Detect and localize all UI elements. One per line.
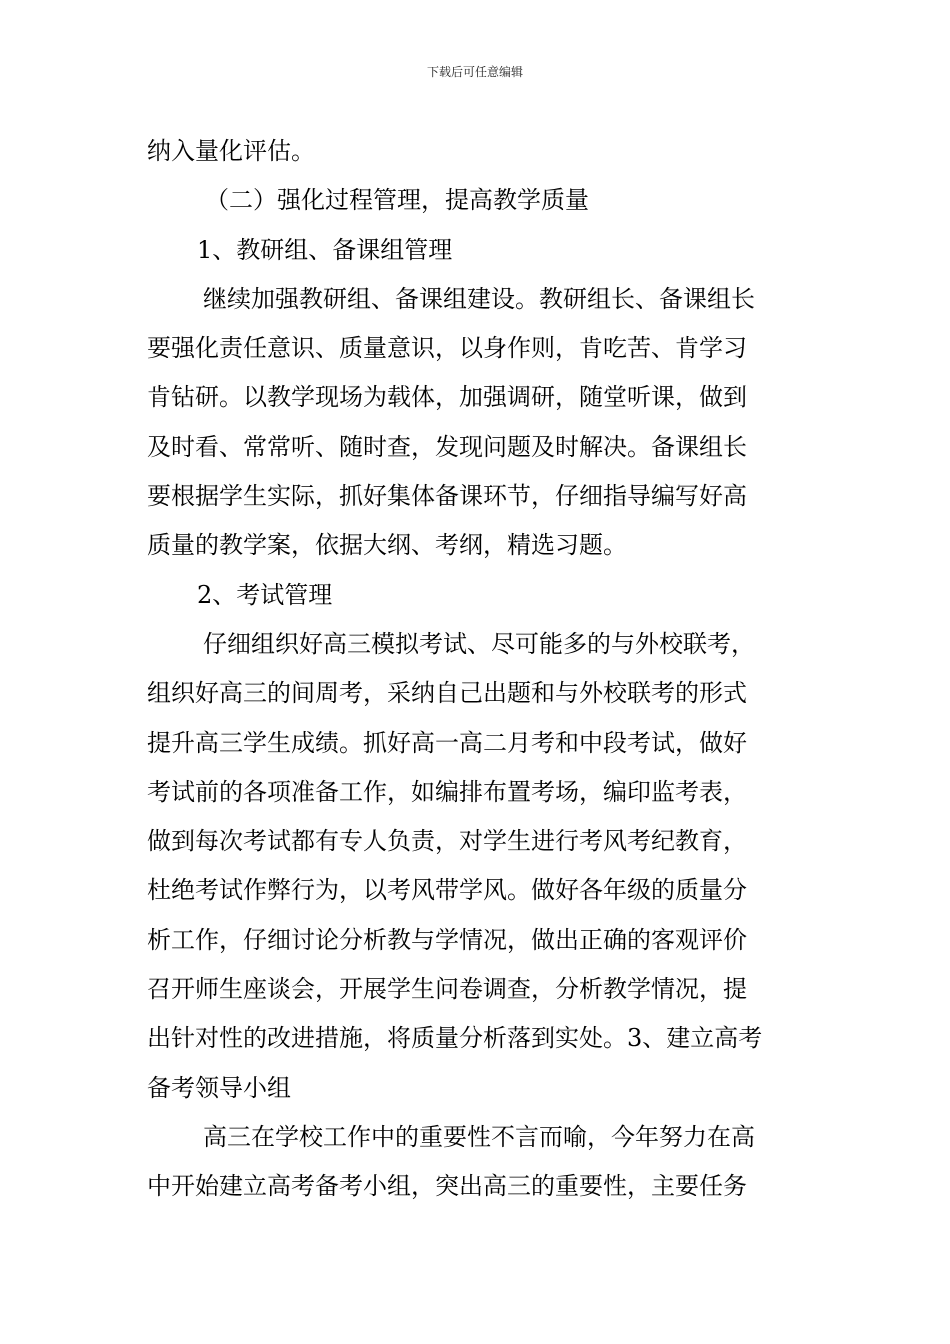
paragraph-line: 仔细组织好高三模拟考试、尽可能多的与外校联考， — [203, 629, 755, 658]
paragraph-line: 肯钻研。以教学现场为载体，加强调研，随堂听课，做到 — [147, 383, 747, 412]
paragraph-line: 做到每次考试都有专人负责，对学生进行考风考纪教育， — [147, 827, 747, 856]
paragraph-line: 中开始建立高考备考小组，突出高三的重要性，主要任务 — [147, 1172, 747, 1201]
paragraph-line: 高三在学校工作中的重要性不言而喻，今年努力在高 — [203, 1122, 755, 1151]
document-body — [147, 127, 807, 1212]
paragraph-line: 要根据学生实际，抓好集体备课环节，仔细指导编写好高 — [147, 482, 747, 511]
paragraph-line: 及时看、常常听、随时查，发现问题及时解决。备课组长 — [147, 432, 747, 461]
paragraph-line: 要强化责任意识、质量意识，以身作则，肯吃苦、肯学习 — [147, 334, 747, 363]
paragraph-line: 召开师生座谈会，开展学生问卷调查，分析教学情况，提 — [147, 975, 747, 1004]
paragraph-line: 杜绝考试作弊行为，以考风带学风。做好各年级的质量分 — [147, 876, 747, 905]
section-heading: （二）强化过程管理，提高教学质量 — [205, 186, 589, 215]
paragraph-line: 继续加强教研组、备课组建设。教研组长、备课组长 — [203, 284, 755, 313]
subsection-heading: 2、考试管理 — [197, 580, 333, 609]
paragraph-line: 备考领导小组 — [147, 1073, 291, 1102]
paragraph-line: 提升高三学生成绩。抓好高一高二月考和中段考试，做好 — [147, 728, 747, 757]
paragraph-line: 出针对性的改进措施，将质量分析落到实处。3、建立高考 — [147, 1024, 763, 1053]
subsection-heading: 1、教研组、备课组管理 — [197, 235, 453, 264]
paragraph-line: 组织好高三的间周考，采纳自己出题和与外校联考的形式 — [147, 679, 747, 708]
paragraph-line: 析工作，仔细讨论分析教与学情况，做出正确的客观评价 — [147, 925, 747, 954]
paragraph-line: 质量的教学案，依据大纲、考纲，精选习题。 — [147, 531, 627, 560]
page-header: 下载后可任意编辑 — [426, 65, 523, 79]
paragraph-line: 考试前的各项准备工作，如编排布置考场，编印监考表， — [147, 777, 747, 806]
paragraph-line: 纳入量化评估。 — [147, 137, 315, 165]
